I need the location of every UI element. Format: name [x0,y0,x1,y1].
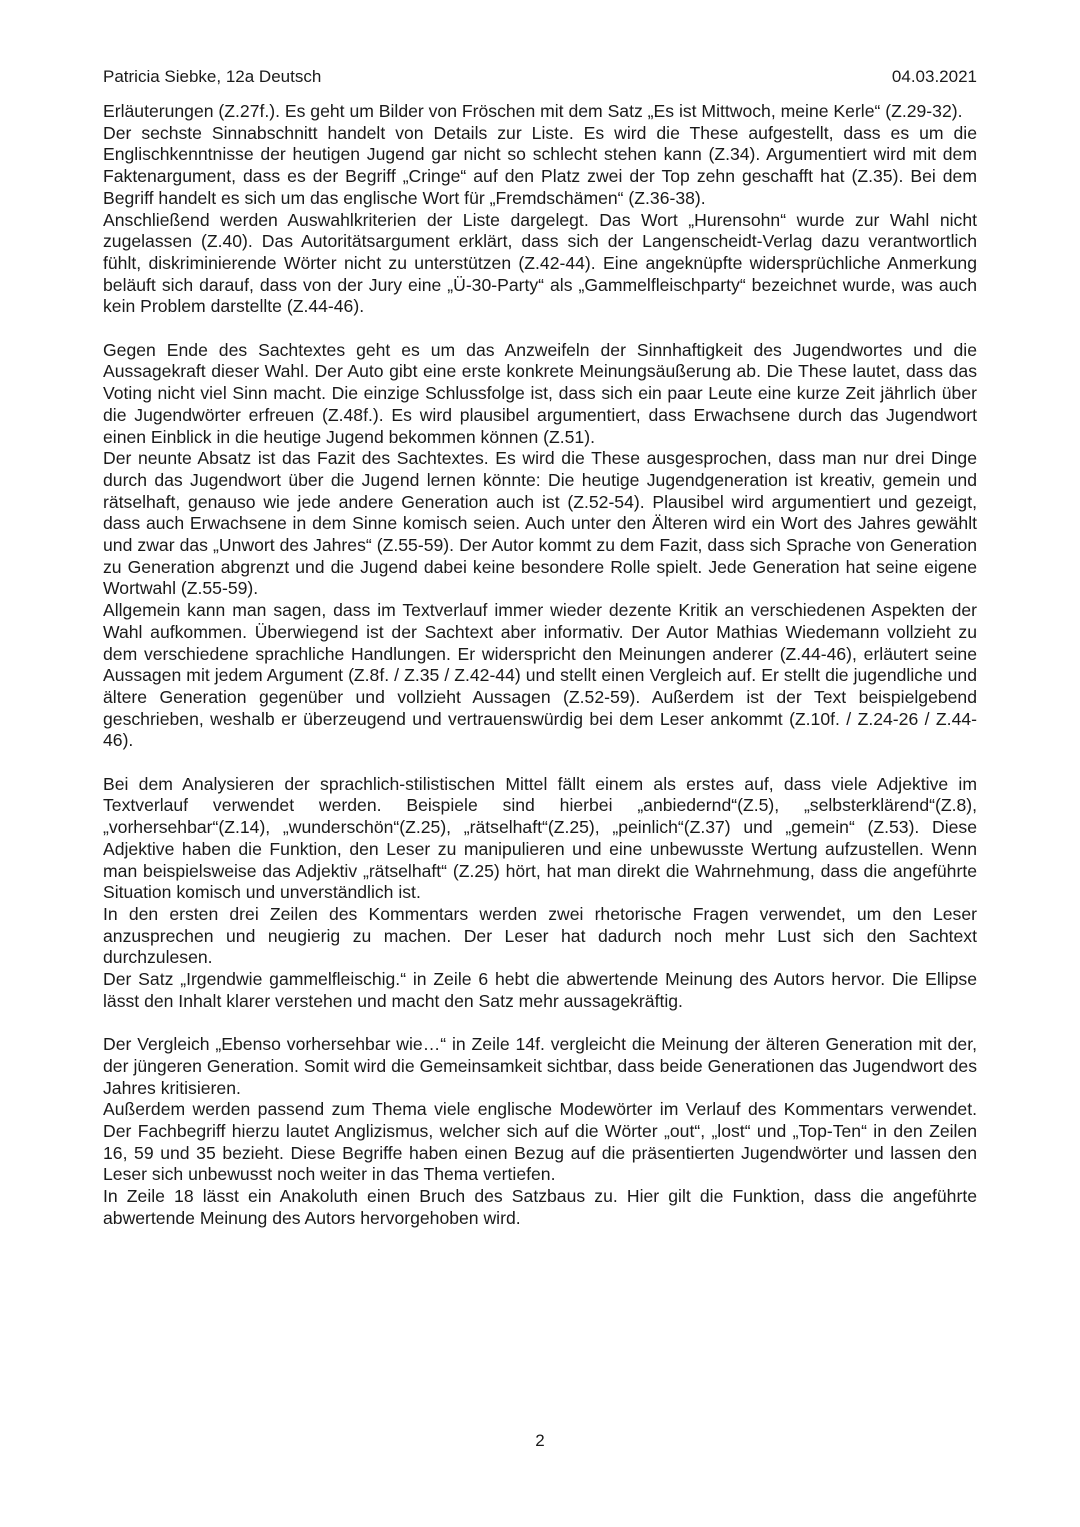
paragraph: Gegen Ende des Sachtextes geht es um das Anzweifeln der Sinnhaftigkeit des Jugendwortes und die Aussagekraft dieser Wahl. Der Auto gibt eine erste konkrete Meinungsäußerung ab. Die These lautet, dass das Voting nicht viel Sinn macht. Die einzige Schlussfolge ist, dass sich ein paar Leute eine kurze Zeit jährlich über die Jugendwörter erfreuen (Z.48f.). Es wird plausibel argumentiert, dass Erwachsene durch das Jugendwort einen Einblick in die heutige Jugend bekommen können (Z.51). [103,339,977,447]
paragraph: Außerdem werden passend zum Thema viele englische Modewörter im Verlauf des Kommentars verwendet. Der Fachbegriff hierzu lautet Anglizismus, welcher sich auf die Wörter „out“, „lost“ und „Top-Ten“ in den Zeilen 16, 59 und 35 bezieht. Diese Begriffe haben einen Bezug auf die präsentierten Jugendwörter und lassen den Leser sich unbewusst noch weiter in das Thema vertiefen. [103,1099,977,1185]
body-text [103,101,977,1230]
paragraph: Der neunte Absatz ist das Fazit des Sachtextes. Es wird die These ausgesprochen, dass man nur drei Dinge durch das Jugendwort über die Jugend lernen könnte: Die heutige Jugendgeneration ist kreativ, gemein und rätselhaft, genauso wie jede andere Generation auch ist (Z.52-54). Plausibel wird argumentiert und gezeigt, dass auch Erwachsene in dem Sinne komisch seien. Auch unter den Älteren wird ein Wort des Jahres gewählt und zwar das „Unwort des Jahres“ (Z.55-59). Der Autor kommt zu dem Fazit, dass sich Sprache von Generation zu Generation abgrenzt und die Jugend dabei keine besondere Rolle spielt. Jede Generation hat seine eigene Wortwahl (Z.55-59). [103,448,977,599]
paragraph: Der Satz „Irgendwie gammelfleischig.“ in Zeile 6 hebt die abwertende Meinung des Autors hervor. Die Ellipse lässt den Inhalt klarer verstehen und macht den Satz mehr aussagekräftig. [103,969,977,1011]
date-label: 04.03.2021 [891,67,977,86]
paragraph: Anschließend werden Auswahlkriterien der Liste dargelegt. Das Wort „Hurensohn“ wurde zur Wahl nicht zugelassen (Z.40). Das Autoritätsargument erklärt, dass sich der Langenscheidt-Verlag dazu verantwortlich fühlt, diskriminierende Wörter nicht zu unterstützen (Z.42-44). Eine angeknüpfte widersprüchliche Anmerkung beläuft sich darauf, dass von der Jury eine „Ü-30-Party“ als „Gammelfleischparty“ bezeichnet wurde, was auch kein Problem darstellte (Z.44-46). [103,209,977,317]
paragraph: Der sechste Sinnabschnitt handelt von Details zur Liste. Es wird die These aufgestellt, dass es um die Englischkenntnisse der heutigen Jugend gar nicht so schlecht stehen kann (Z.34). Argumentiert wird mit dem Faktenargument, dass es der Begriff „Cringe“ auf den Platz zwei der Top zehn geschafft hat (Z.35). Bei dem Begriff handelt es sich um das englische Wort für „Fremdschämen“ (Z.36-38). [103,122,977,208]
paragraph: In Zeile 18 lässt ein Anakoluth einen Bruch des Satzbaus zu. Hier gilt die Funktion, dass die angeführte abwertende Meinung des Autors hervorgehoben wird. [103,1186,977,1228]
paragraph: Allgemein kann man sagen, dass im Textverlauf immer wieder dezente Kritik an verschiedenen Aspekten der Wahl aufkommen. Überwiegend ist der Sachtext aber informativ. Der Autor Mathias Wiedemann vollzieht zu dem verschiedene sprachliche Handlungen. Er widerspricht den Meinungen anderer (Z.44-46), erläutert seine Aussagen mit jedem Argument (Z.8f. / Z.35 / Z.42-44) und stellt einen Vergleich auf. Er stellt die jugendliche und ältere Generation gegenüber und vollzieht Aussagen (Z.52-59). Außerdem ist der Text beispielgebend geschrieben, weshalb er überzeugend und vertrauenswürdig bei dem Leser ankommt (Z.10f. / Z.24-26 / Z.44-46). [103,600,977,751]
paragraph: Der Vergleich „Ebenso vorhersehbar wie…“ in Zeile 14f. vergleicht die Meinung der älteren Generation mit der, der jüngeren Generation. Somit wird die Gemeinsamkeit sichtbar, dass beide Generationen das Jugendwort des Jahres kritisieren. [103,1034,977,1098]
page-number: 2 [535,1431,545,1450]
paragraph: Erläuterungen (Z.27f.). Es geht um Bilder von Fröschen mit dem Satz „Es ist Mittwoch, meine Kerle“ (Z.29-32). [103,101,963,121]
page-header [103,66,977,88]
paragraph: Bei dem Analysieren der sprachlich-stilistischen Mittel fällt einem als erstes auf, dass viele Adjektive im Textverlauf verwendet werden. Beispiele sind hierbei „anbiedernd“(Z.5), „selbsterklärend“(Z.8), „vorhersehbar“(Z.14), „wunderschön“(Z.25), „rätselhaft“(Z.25), „peinlich“(Z.37) und „gemein“ (Z.53). Diese Adjektive haben die Funktion, den Leser zu manipulieren und eine unbewusste Wertung aufzustellen. Wenn man beispielsweise das Adjektiv „rätselhaft“ (Z.25) hört, hat man direkt die Wahrnehmung, dass die angeführte Situation komisch und unverständlich ist. [103,773,977,903]
author-class-label: Patricia Siebke, 12a Deutsch [103,67,322,86]
paragraph: In den ersten drei Zeilen des Kommentars werden zwei rhetorische Fragen verwendet, um den Leser anzusprechen und neugierig zu machen. Der Leser hat dadurch noch mehr Lust sich den Sachtext durchzulesen. [103,903,977,968]
